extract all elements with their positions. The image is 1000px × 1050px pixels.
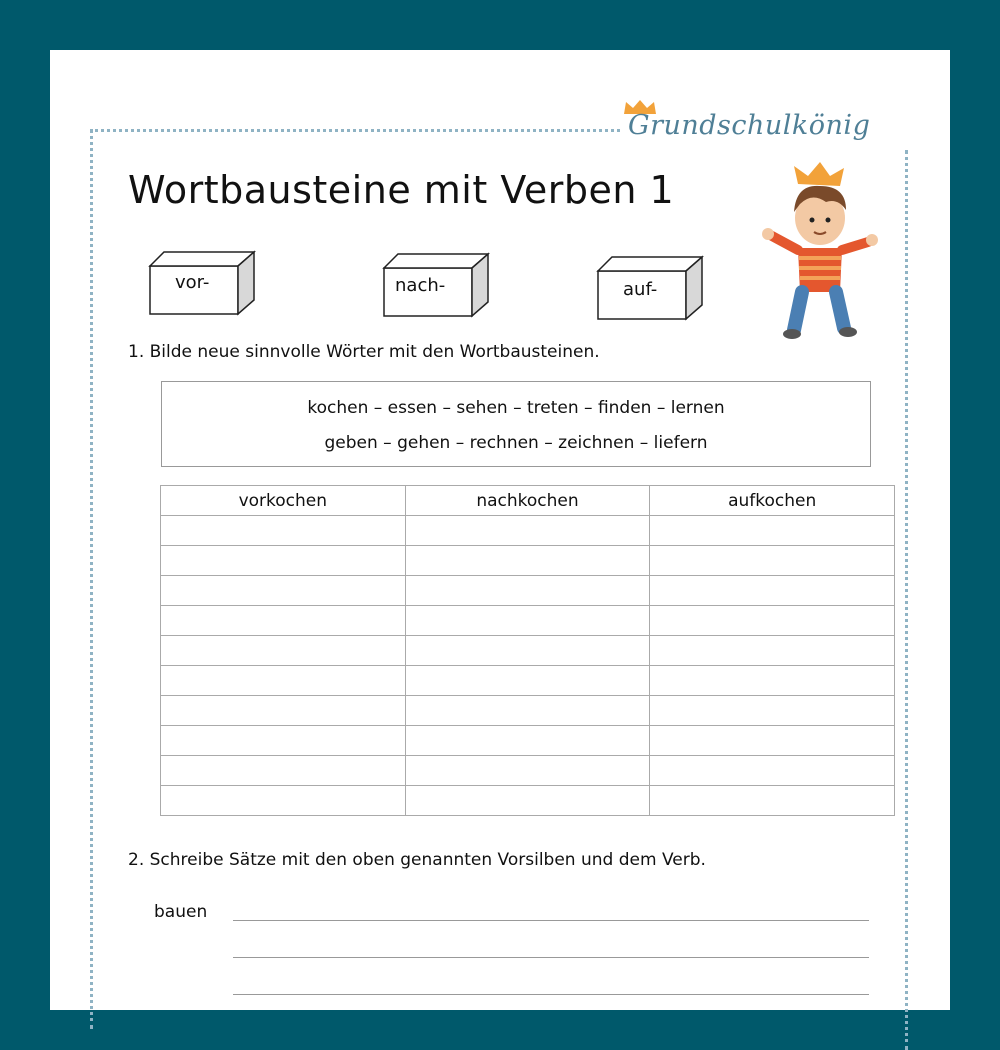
- dotted-border-right: [905, 150, 908, 1050]
- word-bank-line-1: kochen – essen – sehen – treten – finden – lernen: [307, 398, 725, 418]
- word-block-label: vor-: [175, 272, 210, 293]
- answer-cell[interactable]: [405, 606, 650, 636]
- word-block-label: nach-: [395, 275, 446, 296]
- word-bank-box: [161, 381, 871, 467]
- page-title: Wortbausteine mit Verben 1: [128, 168, 675, 212]
- column-header: vorkochen: [161, 486, 406, 516]
- answer-cell[interactable]: [650, 636, 895, 666]
- answer-cell[interactable]: [161, 696, 406, 726]
- answer-cell[interactable]: [405, 636, 650, 666]
- table-row: [161, 726, 895, 756]
- answer-cell[interactable]: [405, 696, 650, 726]
- answer-cell[interactable]: [650, 786, 895, 816]
- column-header: nachkochen: [405, 486, 650, 516]
- writing-line[interactable]: [233, 920, 869, 921]
- answer-cell[interactable]: [405, 666, 650, 696]
- table-row: [161, 786, 895, 816]
- table-row: [161, 696, 895, 726]
- answer-cell[interactable]: [650, 606, 895, 636]
- table-row: [161, 516, 895, 546]
- boy-with-crown-illustration: [760, 162, 880, 342]
- answer-cell[interactable]: [161, 576, 406, 606]
- answer-cell[interactable]: [161, 606, 406, 636]
- answer-cell[interactable]: [161, 756, 406, 786]
- answer-cell[interactable]: [650, 756, 895, 786]
- table-row: [161, 576, 895, 606]
- answer-cell[interactable]: [650, 546, 895, 576]
- worksheet: [50, 50, 950, 1010]
- dotted-border-left: [90, 129, 93, 1029]
- answer-cell[interactable]: [161, 666, 406, 696]
- answer-cell[interactable]: [650, 576, 895, 606]
- answer-cell[interactable]: [405, 546, 650, 576]
- answer-cell[interactable]: [405, 726, 650, 756]
- brand-logo: Grundschulkönig: [628, 110, 871, 141]
- verb-label: bauen: [154, 902, 208, 922]
- answer-cell[interactable]: [161, 516, 406, 546]
- answer-cell[interactable]: [650, 516, 895, 546]
- answer-cell[interactable]: [405, 576, 650, 606]
- answer-cell[interactable]: [161, 726, 406, 756]
- answer-cell[interactable]: [405, 786, 650, 816]
- answer-cell[interactable]: [405, 516, 650, 546]
- word-bank-line-2: geben – gehen – rechnen – zeichnen – liefern: [324, 433, 708, 453]
- task-1-instruction: 1. Bilde neue sinnvolle Wörter mit den Wortbausteinen.: [128, 342, 600, 362]
- table-header-row: [161, 486, 895, 516]
- answer-cell[interactable]: [405, 756, 650, 786]
- table-row: [161, 756, 895, 786]
- word-block-label: auf-: [623, 279, 658, 300]
- dotted-border-top: [90, 129, 620, 132]
- table-row: [161, 666, 895, 696]
- answer-cell[interactable]: [161, 636, 406, 666]
- column-header: aufkochen: [650, 486, 895, 516]
- writing-line[interactable]: [233, 957, 869, 958]
- answer-table: [160, 485, 895, 816]
- answer-cell[interactable]: [650, 666, 895, 696]
- writing-line[interactable]: [233, 994, 869, 995]
- answer-cell[interactable]: [161, 546, 406, 576]
- table-row: [161, 636, 895, 666]
- answer-cell[interactable]: [161, 786, 406, 816]
- table-row: [161, 606, 895, 636]
- task-2-instruction: 2. Schreibe Sätze mit den oben genannten Vorsilben und dem Verb.: [128, 850, 706, 870]
- table-row: [161, 546, 895, 576]
- answer-cell[interactable]: [650, 696, 895, 726]
- answer-cell[interactable]: [650, 726, 895, 756]
